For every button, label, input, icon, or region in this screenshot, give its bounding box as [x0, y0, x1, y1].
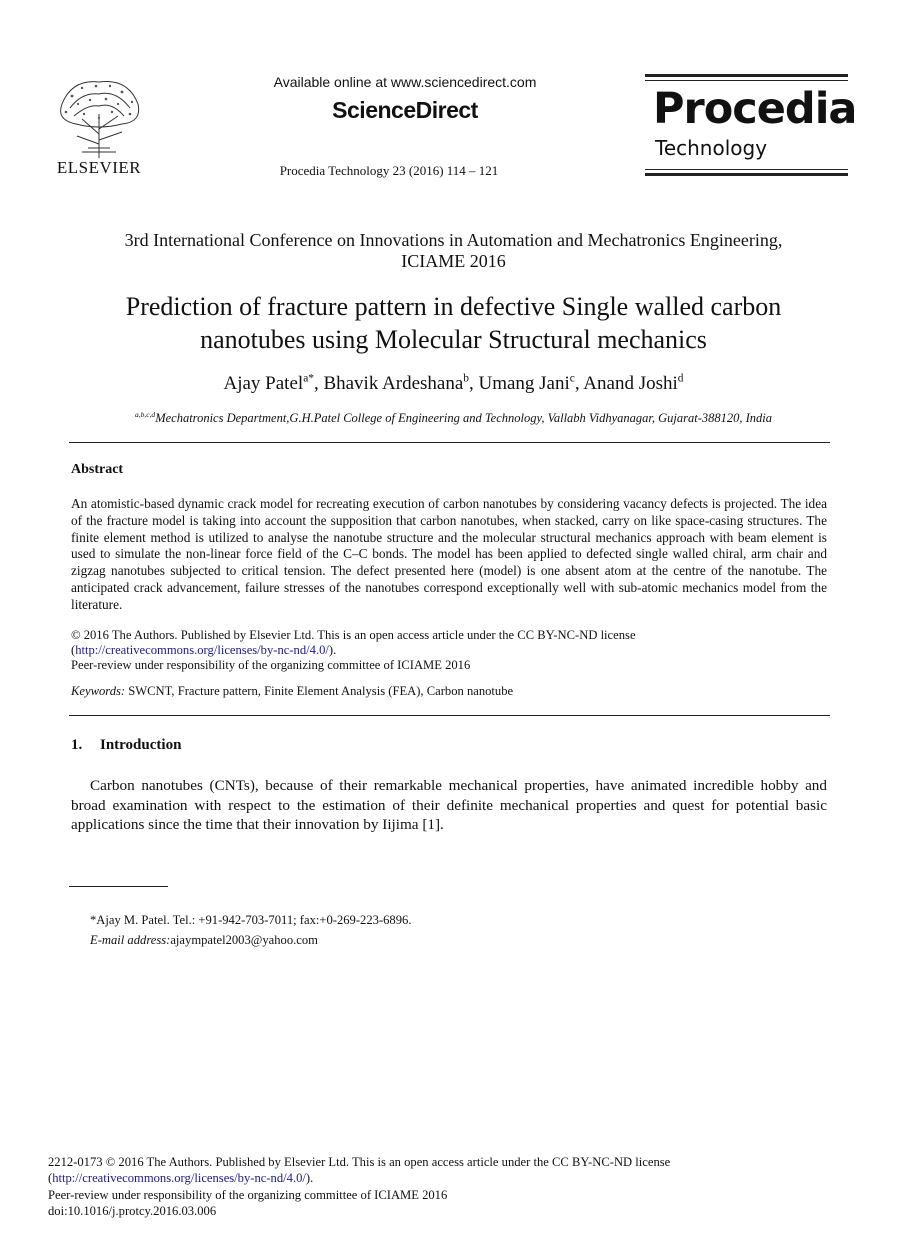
author-name: Ajay Patel [223, 373, 304, 394]
footer-license-close: ). [305, 1171, 314, 1185]
paper-title [60, 290, 847, 356]
procedia-logo [645, 74, 857, 178]
keywords-text: SWCNT, Fracture pattern, Finite Element Analysis (FEA), Carbon nanotube [128, 684, 514, 698]
introduction-heading [71, 737, 181, 754]
paper-title-line-1: Prediction of fracture pattern in defective Single walled carbon [125, 292, 782, 321]
footer-doi[interactable]: doi:10.1016/j.protcy.2016.03.006 [48, 1204, 217, 1218]
license-link[interactable]: http://creativecommons.org/licenses/by-nc-nd/4.0/ [75, 643, 329, 657]
elsevier-logo [52, 74, 146, 178]
footer-issn: 2212-0173 © 2016 The Authors. Published by Elsevier Ltd. This is an open access article under the CC BY-NC-ND license [48, 1155, 671, 1169]
section-title: Introduction [100, 737, 182, 753]
author-list: Ajay Patel$^{a*}$, Bhavik Ardeshana$^b$, Umang Jani$^c$, Anand Joshi$^d$ [223, 372, 684, 394]
logo-rule-top-thin [645, 80, 848, 81]
author-sup: c [569, 372, 575, 385]
logo-rule-bottom [645, 173, 848, 176]
sciencedirect-wordmark: ScienceDirect [332, 97, 478, 123]
conference-name [60, 230, 847, 272]
author-sup: b [463, 372, 469, 385]
logo-rule-bottom-thin [645, 169, 848, 170]
footnote-email [90, 933, 318, 948]
conference-line-2: ICIAME 2016 [401, 251, 506, 271]
license-open: ( [71, 643, 76, 657]
author-sup: a* [303, 372, 314, 385]
footer-license [48, 1170, 828, 1186]
elsevier-wordmark: ELSEVIER [56, 158, 142, 177]
footer-peer-review: Peer-review under responsibility of the organizing committee of ICIAME 2016 [48, 1188, 448, 1202]
license-line [71, 643, 831, 658]
conference-line-1: 3rd International Conference on Innovations in Automation and Mechatronics Engineering, [124, 230, 783, 250]
footer-license-link[interactable]: http://creativecommons.org/licenses/by-nc-nd/4.0/ [52, 1171, 306, 1185]
license-close: ). [328, 643, 337, 657]
logo-rule-top [645, 74, 848, 77]
elsevier-tree-icon [52, 74, 146, 158]
peer-review-line: Peer-review under responsibility of the organizing committee of ICIAME 2016 [71, 658, 471, 672]
affiliation-sup: a,b,c,d [134, 409, 156, 419]
footnote-rule [69, 886, 168, 887]
abstract-heading: Abstract [71, 462, 124, 477]
paper-title-line-2: nanotubes using Molecular Structural mechanics [200, 325, 707, 354]
author-name: Bhavik Ardeshana [323, 373, 464, 394]
procedia-wordmark: Procedia [653, 84, 857, 134]
footer-license-open: ( [48, 1171, 53, 1185]
affiliation-text: Mechatronics Department,G.H.Patel College of Engineering and Technology, Vallabh Vidhyanagar, Gujarat-388120, India [155, 411, 773, 425]
divider-bottom [69, 715, 830, 716]
section-number: 1. [71, 737, 83, 753]
journal-reference: Procedia Technology 23 (2016) 114 – 121 [279, 163, 499, 178]
email-address[interactable]: ajaympatel2003@yahoo.com [170, 933, 318, 947]
footnote-contact: *Ajay M. Patel. Tel.: +91-942-703-7011; fax:+0-269-223-6896. [90, 913, 412, 927]
introduction-body: Carbon nanotubes (CNTs), because of their remarkable mechanical properties, have animated incredible hobby and broad examination with respect to the estimation of their definite mechanical properties and quest for potential basic applications since the time that their innovation by Iijima [1]. [71, 777, 827, 833]
affiliation [60, 411, 847, 426]
author-sup: d [677, 372, 684, 385]
copyright-line: © 2016 The Authors. Published by Elsevier Ltd. This is an open access article under the CC BY-NC-ND license [71, 628, 636, 642]
keywords-label: Keywords: [71, 684, 126, 698]
author-name: Umang Jani [478, 373, 570, 394]
technology-wordmark: Technology [655, 136, 768, 160]
abstract-body: An atomistic-based dynamic crack model for recreating execution of carbon nanotubes by considering vacancy defects is projected. The idea of the fracture model is taking into account the supposition that carbon nanotubes, when stacked, carry on like space-casing structures. The finite element method is utilized to analyse the nanotube structure and the molecular structural mechanics approach with beam element is used to simulate the non-linear force field of the C–C bonds. The model has been applied to defected single walled chiral, arm chair and zigzag nanotubes subjected to critical tension. The defect presented here (model) is one absent atom at the centre of the nanotube. The anticipated crack advancement, failure stresses of the nanotubes correspond exceptionally well with sub-atomic mechanics model from the literature. [71, 496, 827, 612]
keywords-line [71, 684, 831, 699]
author-name: Anand Joshi [583, 373, 678, 394]
divider-top [69, 442, 830, 443]
available-online-text: Available online at www.sciencedirect.com [273, 74, 537, 90]
email-label: E-mail address: [90, 933, 171, 947]
